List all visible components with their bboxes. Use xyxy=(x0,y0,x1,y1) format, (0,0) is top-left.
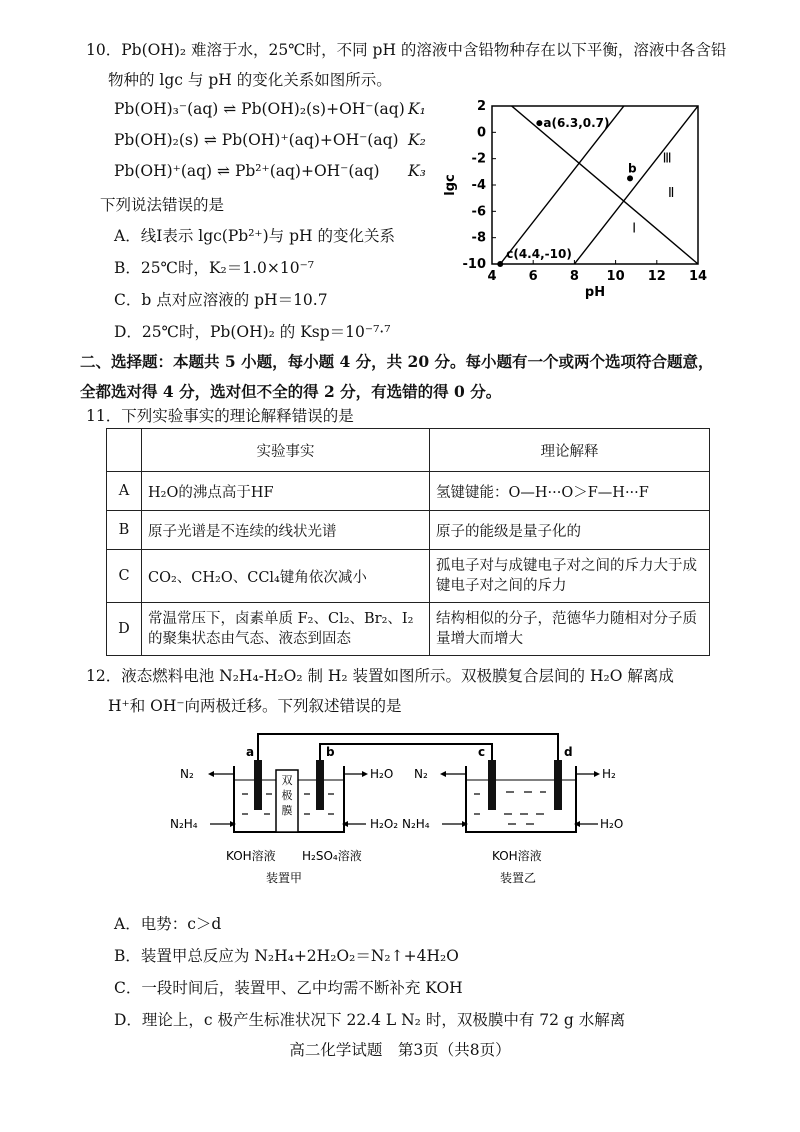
equilibrium-2-constant: K₂ xyxy=(408,131,426,149)
equilibrium-1: Pb(OH)₃⁻(aq) ⇌ Pb(OH)₂(s)+OH⁻(aq) xyxy=(114,100,405,118)
header-blank xyxy=(107,429,142,472)
membrane-char-1: 双 xyxy=(281,774,293,787)
q11-title: 11．下列实验事实的理论解释错误的是 xyxy=(86,407,354,425)
series-label-3: Ⅲ xyxy=(662,151,672,167)
y-tick-label: -4 xyxy=(471,178,486,193)
table-row[interactable] xyxy=(107,603,710,656)
wire-b-c xyxy=(320,744,492,760)
row-theory: 孤电子对与成键电子对之间的斥力大于成键电子对之间的斥力 xyxy=(430,550,710,603)
page-footer: 高二化学试题 第3页（共8页） xyxy=(289,1041,511,1059)
y-tick-label: -8 xyxy=(471,230,486,246)
jia-h2o2-label: H₂O₂ xyxy=(370,817,399,831)
row-theory: 原子的能级是量子化的 xyxy=(430,511,710,550)
wire-a-d xyxy=(258,734,558,760)
electrode-a-label: a xyxy=(246,745,255,759)
jia-h2so4-label: H₂SO₄溶液 xyxy=(302,849,362,863)
section2-heading-line2: 全都选对得 4 分，选对但不全的得 2 分，有选错的得 0 分。 xyxy=(80,382,502,401)
electrolysis-apparatus-diagram xyxy=(170,720,630,900)
q10-option-d[interactable]: D．25℃时，Pb(OH)₂ 的 Ksp＝10⁻⁷·⁷ xyxy=(114,323,391,341)
arrow-head xyxy=(440,771,446,777)
series-label-1: Ⅰ xyxy=(632,221,637,237)
electrode-b-label: b xyxy=(326,745,335,759)
yi-n2-label: N₂ xyxy=(414,767,428,781)
electrode-c-label: c xyxy=(478,745,486,759)
table-row[interactable] xyxy=(107,472,710,511)
row-letter: D xyxy=(107,603,142,656)
yi-h2-label: H₂ xyxy=(602,767,616,781)
row-letter: B xyxy=(107,511,142,550)
q12-option-d[interactable]: D．理论上，c 极产生标准状况下 22.4 L N₂ 时，双极膜中有 72 g 水解离 xyxy=(114,1011,626,1029)
point-label-2: b xyxy=(628,161,637,176)
equilibrium-2: Pb(OH)₂(s) ⇌ Pb(OH)⁺(aq)+OH⁻(aq) xyxy=(114,131,399,149)
yi-h2o-label: H₂O xyxy=(600,817,624,831)
arrow-head xyxy=(208,771,214,777)
x-tick-label: 6 xyxy=(528,269,538,284)
solution-dashes xyxy=(474,792,546,824)
row-letter: C xyxy=(107,550,142,603)
jia-name-label: 装置甲 xyxy=(266,871,303,885)
x-tick-label: 8 xyxy=(569,269,579,284)
membrane-char-3: 膜 xyxy=(281,804,293,817)
electrode-a xyxy=(254,760,262,810)
section2-heading-line1: 二、选择题：本题共 5 小题，每小题 4 分，共 20 分。每小题有一个或两个选项符合题意， xyxy=(80,352,714,371)
electrode-b xyxy=(316,760,324,810)
row-letter: A xyxy=(107,472,142,511)
q12-stem-line2: H⁺和 OH⁻向两极迁移。下列叙述错误的是 xyxy=(108,697,402,715)
q12-option-c[interactable]: C．一段时间后，装置甲、乙中均需不断补充 KOH xyxy=(114,979,463,997)
x-axis-label: pH xyxy=(584,285,606,300)
y-tick-label: 2 xyxy=(476,99,486,114)
table-row[interactable] xyxy=(107,511,710,550)
arrow-head xyxy=(362,771,368,777)
q10-option-a[interactable]: A．线Ⅰ表示 lgc(Pb²⁺)与 pH 的变化关系 xyxy=(114,227,395,245)
yi-koh-label: KOH溶液 xyxy=(492,849,542,863)
series-label-2: Ⅱ xyxy=(668,185,675,201)
q12-option-b[interactable]: B．装置甲总反应为 N₂H₄+2H₂O₂＝N₂↑+4H₂O xyxy=(114,947,459,965)
arrow-head xyxy=(594,771,600,777)
x-tick-label: 14 xyxy=(688,269,708,284)
row-fact: H₂O的沸点高于HF xyxy=(142,472,430,511)
point-label-3: c(4.4,-10) xyxy=(506,247,572,261)
row-theory: 氢键键能：O—H···O＞F—H···F xyxy=(430,472,710,511)
membrane-char-2: 极 xyxy=(281,789,293,802)
jia-h2o-label: H₂O xyxy=(370,767,394,781)
point-1 xyxy=(536,120,542,126)
q12-stem-line1: 12．液态燃料电池 N₂H₄-H₂O₂ 制 H₂ 装置如图所示。双极膜复合层间的 H₂O 解离成 xyxy=(86,667,674,685)
y-tick-label: -10 xyxy=(462,257,486,272)
equilibrium-3-constant: K₃ xyxy=(408,162,426,180)
row-fact: 原子光谱是不连续的线状光谱 xyxy=(142,511,430,550)
q11-table xyxy=(106,428,710,656)
table-row[interactable] xyxy=(107,550,710,603)
y-tick-label: -6 xyxy=(471,204,486,220)
x-tick-label: 12 xyxy=(647,269,666,284)
point-2 xyxy=(627,175,633,181)
row-theory: 结构相似的分子，范德华力随相对分子质量增大而增大 xyxy=(430,603,710,656)
x-tick-label: 4 xyxy=(487,269,497,284)
q10-option-b[interactable]: B．25℃时，K₂＝1.0×10⁻⁷ xyxy=(114,259,315,277)
yi-n2h4-label: N₂H₄ xyxy=(402,817,430,831)
y-tick-label: 0 xyxy=(476,125,486,141)
q10-prompt: 下列说法错误的是 xyxy=(100,196,225,214)
x-tick-label: 10 xyxy=(606,269,625,284)
electrode-d xyxy=(554,760,562,810)
electrode-d-label: d xyxy=(564,745,573,759)
jia-n2-label: N₂ xyxy=(180,767,194,781)
q10-option-c[interactable]: C．b 点对应溶液的 pH＝10.7 xyxy=(114,291,328,309)
point-label-1: a(6.3,0.7) xyxy=(543,116,610,131)
equilibrium-3: Pb(OH)⁺(aq) ⇌ Pb²⁺(aq)+OH⁻(aq) xyxy=(114,162,380,180)
header-theory: 理论解释 xyxy=(430,429,710,472)
electrode-c xyxy=(488,760,496,810)
table-header-row xyxy=(107,429,710,472)
yi-name-label: 装置乙 xyxy=(500,871,537,885)
row-fact: CO₂、CH₂O、CCl₄键角依次减小 xyxy=(142,550,430,603)
q10-stem-line1: 10．Pb(OH)₂ 难溶于水，25℃时，不同 pH 的溶液中含铅物种存在以下平衡，溶液中各含铅 xyxy=(86,41,727,59)
row-fact: 常温常压下，卤素单质 F₂、Cl₂、Br₂、I₂ 的聚集状态由气态、液态到固态 xyxy=(142,603,430,656)
lgc-ph-chart xyxy=(440,96,720,306)
jia-koh-label: KOH溶液 xyxy=(226,849,276,863)
q10-stem-line2: 物种的 lgc 与 pH 的变化关系如图所示。 xyxy=(108,71,392,89)
point-3 xyxy=(497,261,503,267)
header-fact: 实验事实 xyxy=(142,429,430,472)
y-axis-label: lgc xyxy=(443,174,458,196)
jia-n2h4-label: N₂H₄ xyxy=(170,817,198,831)
q12-option-a[interactable]: A．电势：c＞d xyxy=(114,915,222,933)
y-tick-label: -2 xyxy=(471,151,486,167)
equilibrium-1-constant: K₁ xyxy=(408,100,426,118)
